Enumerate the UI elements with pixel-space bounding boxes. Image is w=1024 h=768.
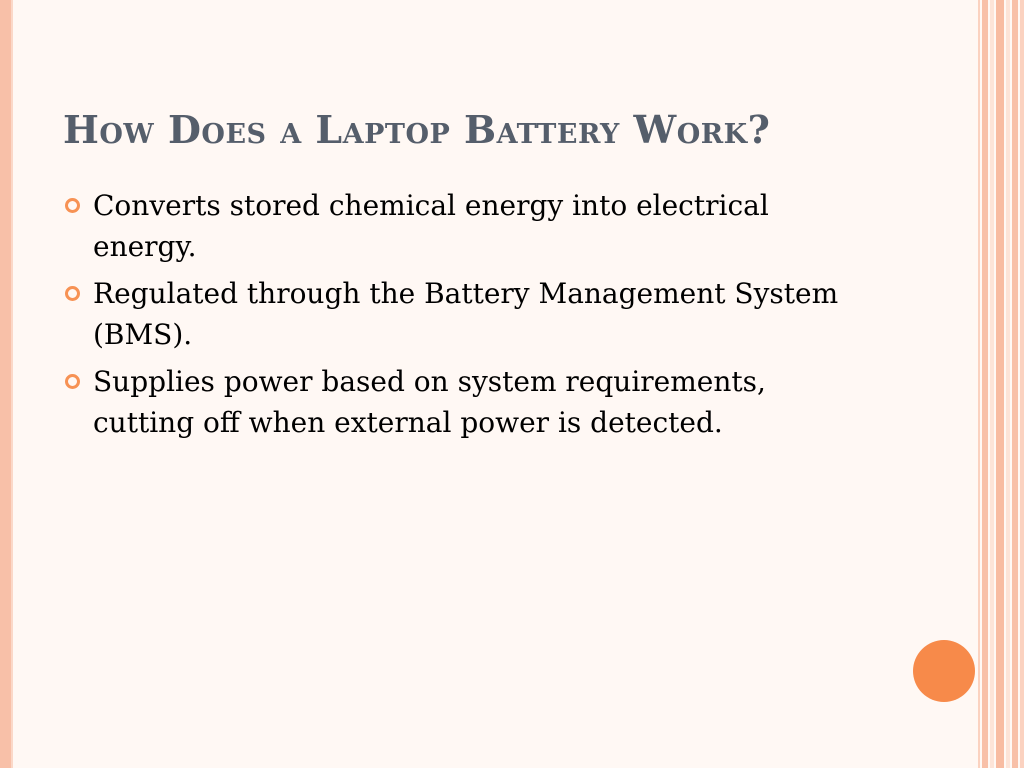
right-decorative-stripes [976, 0, 1024, 768]
bullet-item [63, 361, 863, 443]
bullet-item [63, 185, 863, 267]
circle-bullet-icon [65, 286, 80, 301]
circle-bullet-icon [65, 198, 80, 213]
stripe [996, 0, 1004, 768]
bullet-text: Converts stored chemical energy into electrical energy. [93, 189, 769, 263]
bullet-list [63, 185, 863, 449]
circle-bullet-icon [65, 374, 80, 389]
stripe [978, 0, 980, 768]
bullet-item [63, 273, 863, 355]
stripe [982, 0, 988, 768]
stripe [1006, 0, 1010, 768]
bullet-text: Regulated through the Battery Management System (BMS). [93, 277, 839, 351]
stripe [1012, 0, 1018, 768]
left-border-accent [11, 0, 13, 768]
decorative-circle [913, 640, 975, 702]
bullet-text: Supplies power based on system requirements, cutting off when external power is detected. [93, 365, 766, 439]
left-border [0, 0, 11, 768]
stripe [990, 0, 994, 768]
slide-title: How Does a Laptop Battery Work? [63, 107, 771, 152]
stripe [1020, 0, 1024, 768]
